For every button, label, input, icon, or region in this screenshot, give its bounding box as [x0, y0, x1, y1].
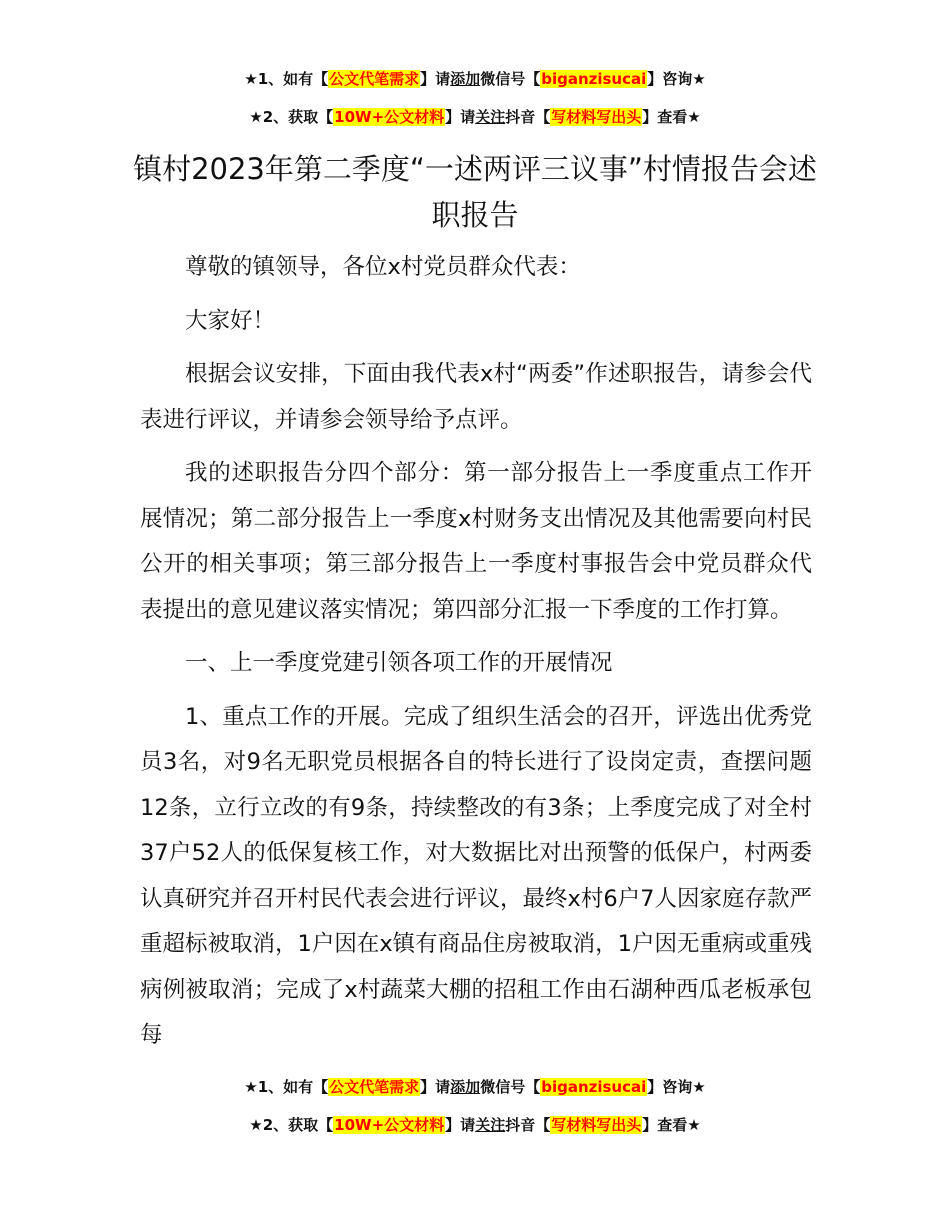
highlight-materials: 10W+公文材料 — [334, 1116, 445, 1134]
highlight-service: 公文代笔需求 — [329, 1078, 420, 1096]
highlight-douyin-account: 写材料写出头 — [551, 1116, 642, 1134]
banner-text: 1、如有【 — [257, 70, 329, 88]
banner-text: 】请 — [420, 70, 451, 88]
banner-text: 抖音【 — [505, 1116, 551, 1134]
banner-text: 1、如有【 — [257, 1078, 329, 1096]
highlight-wechat-id: biganzisucai — [541, 70, 647, 88]
salutation: 尊敬的镇领导，各位x村党员群众代表： — [185, 254, 581, 280]
star-icon: ★ — [692, 1078, 706, 1096]
star-icon: ★ — [687, 108, 701, 126]
banner-text: 】请 — [445, 108, 476, 126]
banner-text: 】查看 — [642, 108, 688, 126]
body-paragraph: 我的述职报告分四个部分：第一部分报告上一季度重点工作开展情况；第二部分报告上一季度x村财务支出情况及其他需要向村民公开的相关事项；第三部分报告上一季度村事报告会中党员群众代表提出的意见建议落实情况；第四部分汇报一下季度的工作打算。 — [140, 460, 812, 623]
highlight-douyin-account: 写材料写出头 — [551, 108, 642, 126]
banner-text: 微信号【 — [480, 1078, 541, 1096]
star-icon: ★ — [692, 70, 706, 88]
star-icon: ★ — [249, 1116, 263, 1134]
bottom-banner-line-2 — [0, 1114, 950, 1136]
underlined-text: 添加 — [450, 1078, 481, 1096]
bottom-banner-line-1 — [0, 1076, 950, 1098]
body-paragraph: 1、重点工作的开展。完成了组织生活会的召开，评选出优秀党员3名，对9名无职党员根据各自的特长进行了设岗定责，查摆问题12条，立行立改的有9条，持续整改的有3条；上季度完成了对全村37户52人的低保复核工作，对大数据比对出预警的低保户，村两委认真研究并召开村民代表会进行评议，最终x村6户7人因家庭存款严重超标被取消，1户因在x镇有商品住房被取消，1户因无重病或重残病例被取消；完成了x村蔬菜大棚的招租工作由石湖种西瓜老板承包每 — [140, 703, 812, 1048]
body-paragraph: 根据会议安排，下面由我代表x村“两委”作述职报告，请参会代表进行评议，并请参会领导给予点评。 — [140, 361, 812, 433]
underlined-text: 关注 — [475, 1116, 506, 1134]
section-heading: 一、上一季度党建引领各项工作的开展情况 — [185, 650, 613, 676]
banner-text: 2、获取【 — [262, 1116, 334, 1134]
star-icon: ★ — [687, 1116, 701, 1134]
highlight-wechat-id: biganzisucai — [541, 1078, 647, 1096]
greeting: 大家好！ — [185, 307, 276, 334]
document-title: 镇村2023年第二季度“一述两评三议事”村情报告会述职报告 — [133, 152, 817, 232]
banner-text: 】咨询 — [647, 1078, 693, 1096]
banner-text: 微信号【 — [480, 70, 541, 88]
banner-text: 】咨询 — [647, 70, 693, 88]
document-body — [140, 245, 812, 1067]
banner-text: 】请 — [445, 1116, 476, 1134]
star-icon: ★ — [249, 108, 263, 126]
top-banner-line-1 — [0, 68, 950, 90]
banner-text: 】查看 — [642, 1116, 688, 1134]
top-banner-line-2 — [0, 106, 950, 128]
banner-text: 2、获取【 — [262, 108, 334, 126]
star-icon: ★ — [244, 1078, 258, 1096]
underlined-text: 添加 — [450, 70, 481, 88]
banner-text: 抖音【 — [505, 108, 551, 126]
highlight-service: 公文代笔需求 — [329, 70, 420, 88]
highlight-materials: 10W+公文材料 — [334, 108, 445, 126]
underlined-text: 关注 — [475, 108, 506, 126]
banner-text: 】请 — [420, 1078, 451, 1096]
star-icon: ★ — [244, 70, 258, 88]
